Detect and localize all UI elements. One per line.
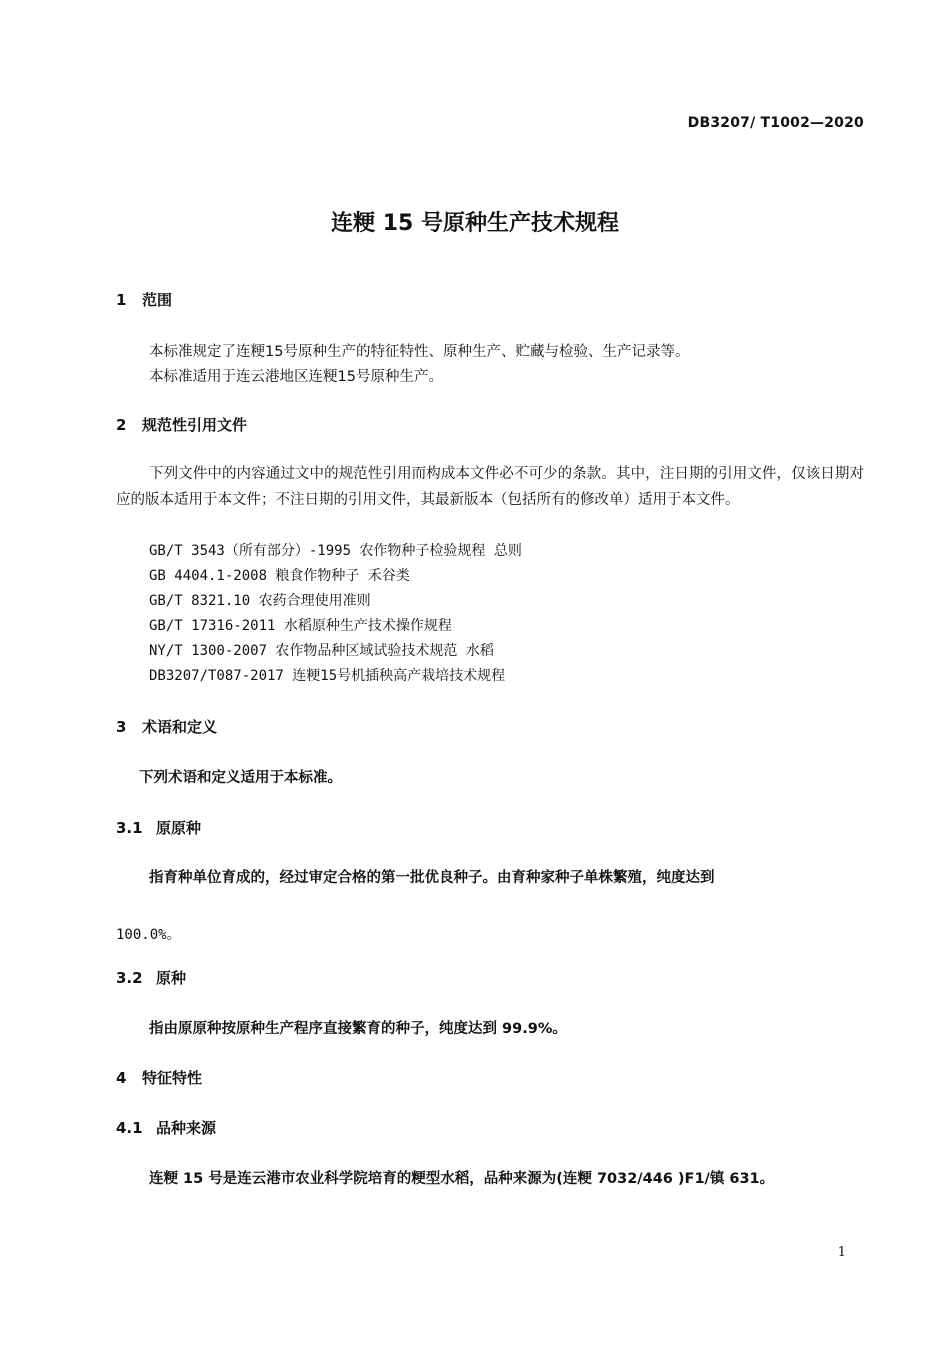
document-code: DB3207/ T1002—2020 <box>687 115 864 131</box>
subsection-number: 4.1 <box>116 1119 143 1137</box>
subsection-number: 3.1 <box>116 819 143 837</box>
reference-item: GB/T 17316-2011 水稻原种生产技术操作规程 <box>149 618 452 634</box>
section-title: 特征特性 <box>142 1069 203 1087</box>
section-2-heading <box>116 414 247 435</box>
definition-breeder-seed-line-1: 指育种单位育成的，经过审定合格的第一批优良种子。由育种家种子单株繁殖，纯度达到 <box>149 870 715 886</box>
reference-item: GB/T 3543（所有部分）-1995 农作物种子检验规程 总则 <box>149 543 522 559</box>
section-3-2-heading <box>116 967 186 988</box>
subsection-title: 原原种 <box>156 819 202 837</box>
reference-item: DB3207/T087-2017 连粳15号机插秧高产栽培技术规程 <box>149 668 506 684</box>
section-number: 2 <box>116 416 127 434</box>
reference-item: GB/T 8321.10 农药合理使用准则 <box>149 593 371 609</box>
normative-references-intro: 下列文件中的内容通过文中的规范性引用而构成本文件必不可少的条款。其中，注日期的引用文件，仅该日期对应的版本适用于本文件；不注日期的引用文件，其最新版本（包括所有的修改单）适用于本文件。 <box>116 466 864 508</box>
section-number: 3 <box>116 718 127 736</box>
subsection-title: 原种 <box>156 969 187 987</box>
reference-item: GB 4404.1-2008 粮食作物种子 禾谷类 <box>149 568 410 584</box>
subsection-title: 品种来源 <box>156 1119 217 1137</box>
definition-foundation-seed: 指由原原种按原种生产程序直接繁育的种子，纯度达到 99.9%。 <box>149 1021 567 1037</box>
section-3-1-heading <box>116 817 201 838</box>
subsection-number: 3.2 <box>116 969 143 987</box>
section-number: 1 <box>116 291 127 309</box>
section-number: 4 <box>116 1069 127 1087</box>
section-title: 范围 <box>142 291 173 309</box>
variety-origin-text: 连粳 15 号是连云港市农业科学院培育的粳型水稻，品种来源为(连粳 7032/446 )F1/镇 631。 <box>149 1171 775 1187</box>
section-3-heading <box>116 716 217 737</box>
scope-paragraph-2: 本标准适用于连云港地区连粳15号原种生产。 <box>149 369 443 385</box>
section-title: 术语和定义 <box>142 718 218 736</box>
scope-paragraph-1: 本标准规定了连粳15号原种生产的特征特性、原种生产、贮藏与检验、生产记录等。 <box>149 344 690 360</box>
definition-breeder-seed-line-2: 100.0%。 <box>116 927 181 943</box>
section-1-heading <box>116 289 172 310</box>
terms-intro: 下列术语和定义适用于本标准。 <box>139 770 342 786</box>
reference-item: NY/T 1300-2007 农作物品种区域试验技术规范 水稻 <box>149 643 494 659</box>
page-number: 1 <box>837 1245 846 1260</box>
section-4-heading <box>116 1067 202 1088</box>
section-title: 规范性引用文件 <box>142 416 248 434</box>
document-title: 连粳 15 号原种生产技术规程 <box>331 211 619 236</box>
section-4-1-heading <box>116 1117 216 1138</box>
